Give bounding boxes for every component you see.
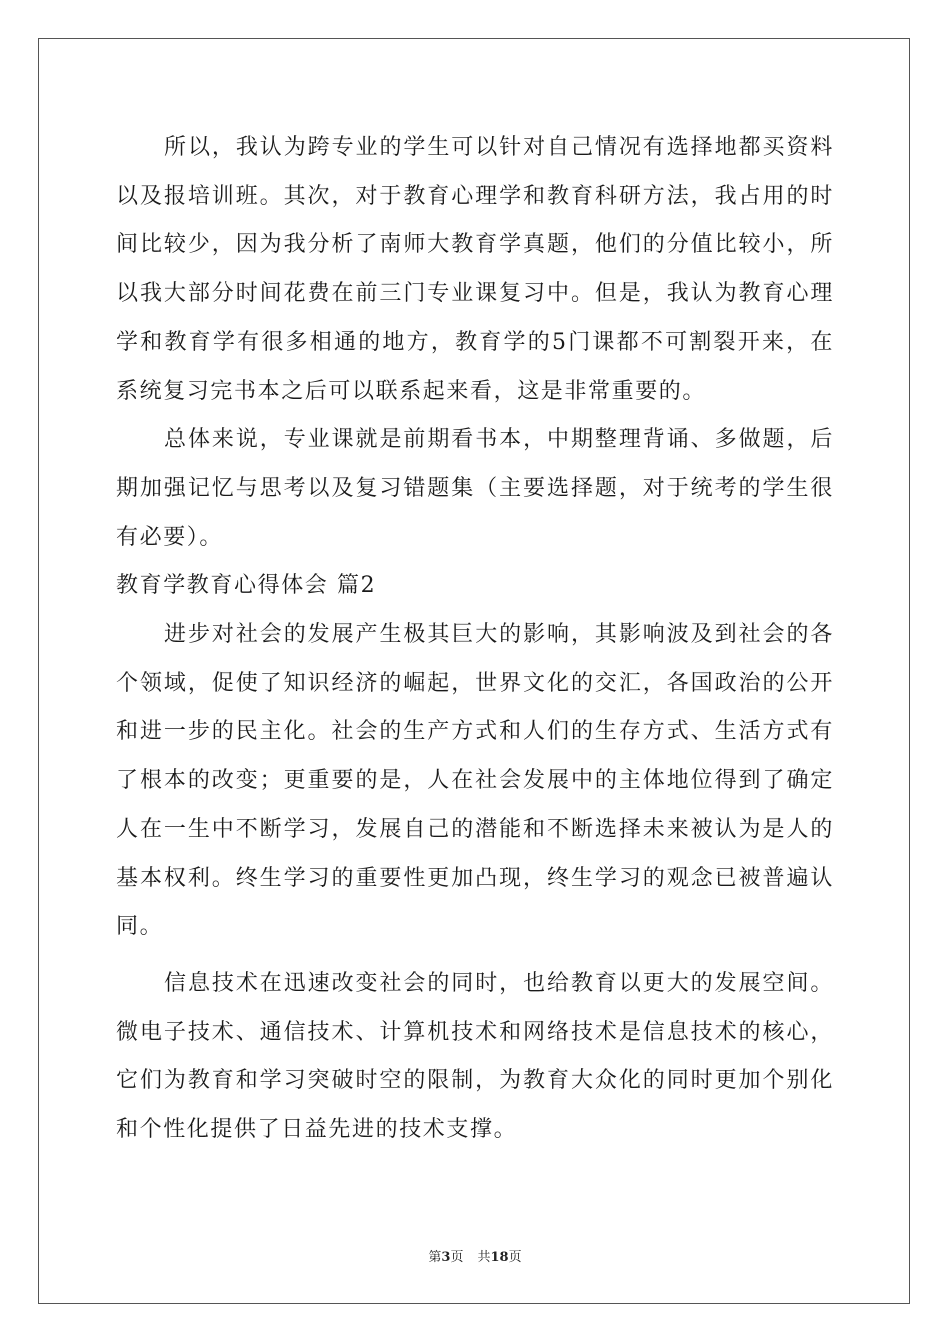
section-paragraph-1: 进步对社会的发展产生极其巨大的影响，其影响波及到社会的各个领域，促使了知识经济的崛起，世界文化的交汇，各国政治的公开和进一步的民主化。社会的生产方式和人们的生存方式、生活方式有了根本的改变；更重要的是，人在社会发展中的主体地位得到了确定人在一生中不断学习，发展自己的潜能和不断选择未来被认为是人的基本权利。终生学习的重要性更加凸现，终生学习的观念已被普遍认同。 (116, 622, 834, 940)
document-body (116, 124, 834, 1155)
page-prefix: 第 (428, 1250, 442, 1265)
total-pages: 18 (490, 1250, 509, 1265)
page-unit: 页 (450, 1250, 464, 1265)
page-number: 3 (441, 1250, 451, 1265)
section-paragraph-2: 信息技术在迅速改变社会的同时，也给教育以更大的发展空间。微电子技术、通信技术、计算机技术和网络技术是信息技术的核心，它们为教育和学习突破时空的限制，为教育大众化的同时更加个别化和个性化提供了日益先进的技术支撑。 (116, 970, 834, 1143)
paragraph-2: 总体来说，专业课就是前期看书本，中期整理背诵、多做题，后期加强记忆与思考以及复习错题集（主要选择题，对于统考的学生很有必要）。 (116, 427, 834, 550)
paragraph-1: 所以，我认为跨专业的学生可以针对自己情况有选择地都买资料以及报培训班。其次，对于教育心理学和教育科研方法，我占用的时间比较少，因为我分析了南师大教育学真题，他们的分值比较小，所以我大部分时间花费在前三门专业课复习中。但是，我认为教育心理学和教育学有很多相通的地方，教育学的5门课都不可割裂开来，在系统复习完书本之后可以联系起来看，这是非常重要的。 (116, 135, 834, 404)
total-prefix: 共 (477, 1250, 491, 1265)
page-footer (0, 1246, 950, 1265)
section-heading: 教育学教育心得体会 篇2 (116, 573, 377, 599)
total-unit: 页 (508, 1250, 522, 1265)
